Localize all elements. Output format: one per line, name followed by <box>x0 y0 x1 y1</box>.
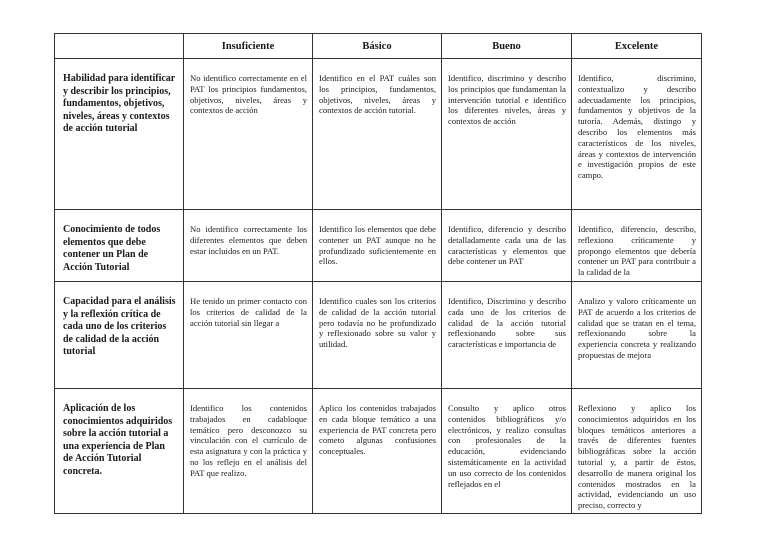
table-cell: Identifico, discrimino, contextualizo y describo adecuadamente los principios, fundamentos y objetivos de la tutoría. Además, distingo y describo los elementos más característicos de los niveles, áreas y contextos de intervención e investigación propios de este campo. <box>572 59 702 210</box>
table-cell: Identifico los contenidos trabajados en cadabloque temático pero desconozco su vinculación con el currículo de esta asignatura y con la práctica y no los reflejo en el análisis del PAT que realizo. <box>184 389 313 514</box>
rubric-table <box>54 33 702 514</box>
table-cell: Identifico, diferencio y describo detalladamente cada una de las características y elementos que debe contener un PAT <box>442 210 572 282</box>
table-cell: Identifico, discrimino y describo los principios que fundamentan la intervención tutorial e identifico los diferentes niveles, áreas y contextos de acción <box>442 59 572 210</box>
header-row <box>55 34 702 59</box>
table-cell: Analizo y valoro críticamente un PAT de acuerdo a los criterios de calidad que se tratan en el tema, reflexionando sobre la experiencia concreta y realizando propuestas de mejora <box>572 282 702 389</box>
header-insuficiente: Insuficiente <box>184 34 313 59</box>
table-cell: Identifico, Discrimino y describo cada uno de los criterios de calidad de la acción tutorial reflexionando sobre sus características e importancia de <box>442 282 572 389</box>
table-cell: No identifico correctamente los diferentes elementos que deben estar incluidos en un PAT. <box>184 210 313 282</box>
table-row <box>55 282 702 389</box>
table-cell: No identifico correctamente en el PAT los principios fundamentos, objetivos, niveles, áreas y contextos de acción <box>184 59 313 210</box>
criterion-cell: Aplicación de los conocimientos adquiridos sobre la acción tutorial a una experiencia de Plan de Acción Tutorial concreta. <box>55 389 184 514</box>
table-cell: Reflexiono y aplico los conocimientos adquiridos en los bloques temáticos anteriores a través de diferentes fuentes bibliográficas sobre la acción tutorial y, a partir de éstos, desarrollo de manera original los contenidos mostrados en la actividad, evidenciando un uso preciso, correcto y <box>572 389 702 514</box>
table-cell: Identifico en el PAT cuáles son los principios, fundamentos, objetivos, niveles, áreas y contextos de acción tutorial. <box>313 59 442 210</box>
criterion-cell: Conocimiento de todos elementos que debe contener un Plan de Acción Tutorial <box>55 210 184 282</box>
table-cell: Identifico cuales son los criterios de calidad de la acción tutorial pero todavía no he profundizado y reflexionado sobre su valor y utilidad. <box>313 282 442 389</box>
table-cell: Aplico los contenidos trabajados en cada bloque temático a una experiencia de PAT concreta pero cometo algunas confusiones conceptuales. <box>313 389 442 514</box>
header-basico: Básico <box>313 34 442 59</box>
header-bueno: Bueno <box>442 34 572 59</box>
table-cell: Identifico los elementos que debe contener un PAT aunque no he profundizado suficientemente en ellos. <box>313 210 442 282</box>
header-corner <box>55 34 184 59</box>
criterion-cell: Habilidad para identificar y describir los principios, fundamentos, objetivos, niveles, áreas y contextos de acción tutorial <box>55 59 184 210</box>
table-row <box>55 59 702 210</box>
table-row <box>55 389 702 514</box>
table-cell: Consulto y aplico otros contenidos bibliográficos y/o electrónicos, y realizo consultas con profesionales de la educación, evidenciando sistemáticamente en la actividad un uso correcto de los contenidos reflejados en el <box>442 389 572 514</box>
table-cell: He tenido un primer contacto con los criterios de calidad de la acción tutorial sin llegar a <box>184 282 313 389</box>
header-excelente: Excelente <box>572 34 702 59</box>
table-cell: Identifico, diferencio, describo, reflexiono críticamente y propongo elementos que debería contener un PAT para contribuir a la calidad de la <box>572 210 702 282</box>
criterion-cell: Capacidad para el análisis y la reflexión crítica de cada uno de los criterios de calidad de la acción tutorial <box>55 282 184 389</box>
table-row <box>55 210 702 282</box>
